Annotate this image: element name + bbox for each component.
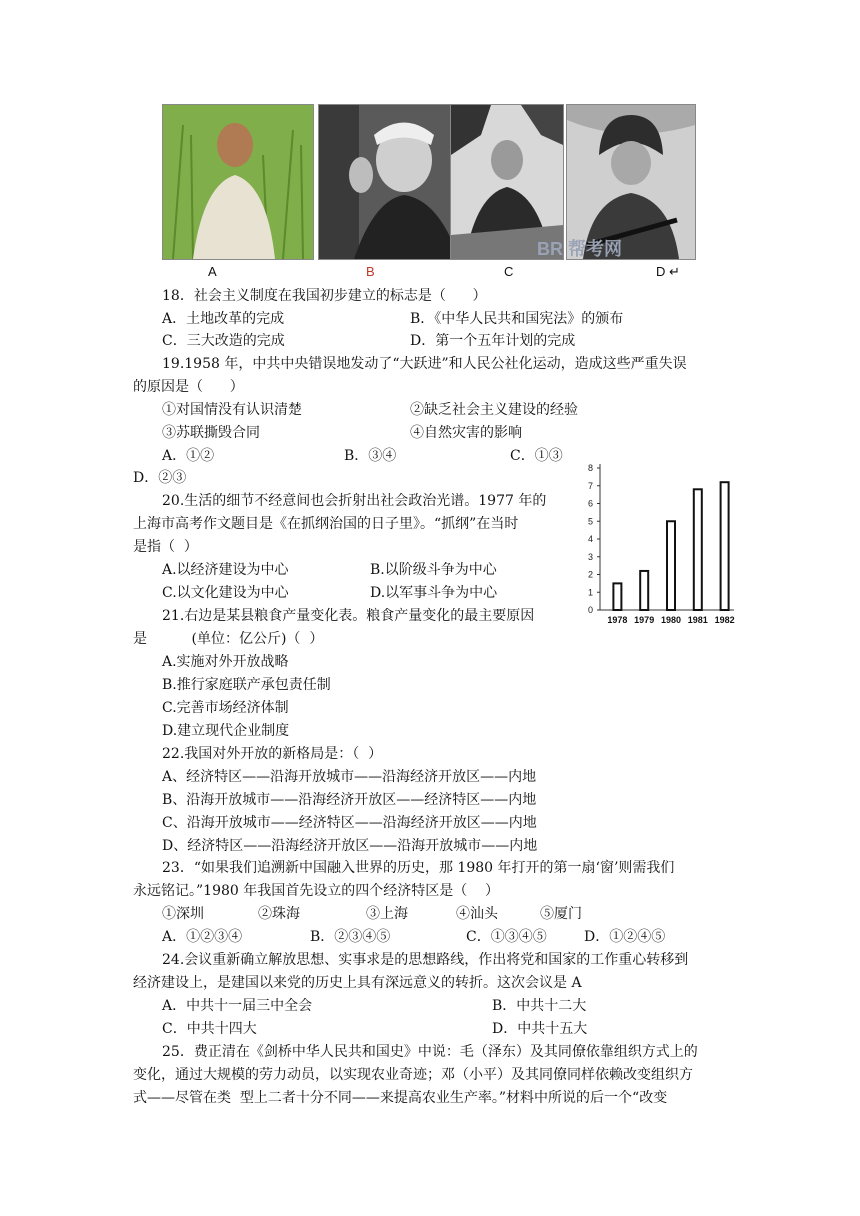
q21-option-a: A.实施对外开放战略 bbox=[162, 654, 289, 670]
y-tick-label: 8 bbox=[587, 463, 593, 473]
q18-option-d: D．第一个五年计划的完成 bbox=[410, 333, 576, 349]
q21-stem-line1: 21.右边是某县粮食产量变化表。粮食产量变化的最主要原因 bbox=[162, 608, 535, 624]
q21-option-c: C.完善市场经济体制 bbox=[162, 700, 289, 716]
q23-option-c: C．①③④⑤ bbox=[466, 929, 547, 945]
q25-stem-line1: 25．费正清在《剑桥中华人民共和国史》中说：毛（泽东）及其同僚依靠组织方式上的 bbox=[162, 1044, 698, 1060]
q24-option-c: C．中共十四大 bbox=[162, 1021, 257, 1037]
bar bbox=[694, 489, 702, 610]
photo-a-rice-field bbox=[162, 104, 314, 260]
q19-item-2: ②缺乏社会主义建设的经验 bbox=[410, 402, 578, 418]
q25-stem-line2: 变化，通过大规模的劳力动员，以实现农业奇迹；邓（小平）及其同僚同样依赖改变组织方 bbox=[133, 1067, 693, 1083]
x-tick-label: 1982 bbox=[714, 615, 735, 625]
q19-item-3: ③苏联撕毁合同 bbox=[162, 425, 260, 441]
q23-item-1: ①深圳 bbox=[162, 906, 204, 922]
q18-stem: 18．社会主义制度在我国初步建立的标志是（ ） bbox=[162, 288, 487, 304]
q24-option-d: D．中共十五大 bbox=[492, 1021, 588, 1037]
q18-option-c: C．三大改造的完成 bbox=[162, 333, 285, 349]
watermark-text: BR 帮考网 bbox=[537, 239, 622, 259]
q20-stem-line3: 是指（ ） bbox=[133, 539, 198, 555]
q20-option-b: B.以阶级斗争为中心 bbox=[370, 562, 497, 578]
q22-option-d: D、经济特区——沿海经济开放区——沿海开放城市——内地 bbox=[162, 838, 538, 854]
x-tick-label: 1979 bbox=[634, 615, 655, 625]
y-tick-label: 6 bbox=[587, 498, 593, 509]
x-tick-label: 1980 bbox=[660, 615, 682, 625]
q19-item-4: ④自然灾害的影响 bbox=[410, 425, 522, 441]
grain-output-bar-chart bbox=[578, 458, 738, 628]
q20-option-a: A.以经济建设为中心 bbox=[162, 562, 289, 578]
q19-option-a: A．①② bbox=[162, 448, 215, 464]
q18-option-a: A．土地改革的完成 bbox=[162, 311, 285, 327]
y-tick-label: 5 bbox=[587, 516, 593, 527]
photo-d-soldier bbox=[537, 104, 696, 260]
q19-stem-line2: 的原因是（ ） bbox=[133, 379, 244, 395]
q23-option-b: B．②③④⑤ bbox=[310, 929, 391, 945]
q23-item-4: ④汕头 bbox=[456, 906, 498, 922]
y-tick-label: 0 bbox=[587, 605, 593, 615]
q21-stem-line2: 是 (单位：亿公斤)（ ） bbox=[133, 631, 324, 647]
photo-label-b: B bbox=[366, 264, 375, 279]
bar bbox=[721, 482, 729, 610]
q24-stem-line2: 经济建设上，是建国以来党的历史上具有深远意义的转折。这次会议是 A bbox=[133, 975, 582, 991]
q22-option-c: C、沿海开放城市——经济特区——沿海经济开放区——内地 bbox=[162, 815, 537, 831]
q23-item-2: ②珠海 bbox=[258, 906, 300, 922]
q23-option-d: D．①②④⑤ bbox=[584, 929, 666, 945]
y-tick-label: 7 bbox=[587, 480, 593, 491]
q23-stem-line2: 永远铭记。”1980 年我国首先设立的四个经济特区是（ ） bbox=[133, 883, 500, 899]
q24-option-b: B．中共十二大 bbox=[492, 998, 587, 1014]
y-tick-label: 4 bbox=[587, 534, 593, 544]
photo-b-portrait bbox=[318, 104, 470, 260]
q25-stem-line3: 式——尽管在类 型上二者十分不同——来提高农业生产率。”材料中所说的后一个“改变 bbox=[133, 1090, 668, 1106]
bar bbox=[640, 571, 648, 610]
q23-item-5: ⑤厦门 bbox=[540, 906, 582, 922]
y-tick-label: 1 bbox=[587, 587, 593, 598]
q21-option-b: B.推行家庭联产承包责任制 bbox=[162, 677, 331, 693]
q23-stem-line1: 23．“如果我们追溯新中国融入世界的历史，那 1980 年打开的第一扇‘窗’则需我们 bbox=[162, 860, 675, 876]
bar bbox=[613, 583, 621, 610]
y-tick-label: 2 bbox=[587, 569, 593, 580]
q20-option-d: D.以军事斗争为中心 bbox=[370, 585, 498, 601]
q24-stem-line1: 24.会议重新确立解放思想、实事求是的思想路线，作出将党和国家的工作重心转移到 bbox=[162, 952, 689, 968]
q19-option-c: C．①③ bbox=[510, 448, 563, 464]
q23-item-3: ③上海 bbox=[366, 906, 408, 922]
q19-option-b: B．③④ bbox=[344, 448, 397, 464]
q19-stem-line1: 19.1958 年，中共中央错误地发动了“大跃进”和人民公社化运动，造成这些严重失误 bbox=[162, 356, 687, 372]
q20-option-c: C.以文化建设为中心 bbox=[162, 585, 289, 601]
x-tick-label: 1981 bbox=[687, 615, 708, 625]
photo-label-c: C bbox=[504, 264, 514, 279]
q19-item-1: ①对国情没有认识清楚 bbox=[162, 402, 302, 418]
bar bbox=[667, 521, 675, 610]
q18-option-b: B．《中华人民共和国宪法》的颁布 bbox=[410, 311, 624, 327]
x-tick-label: 1978 bbox=[607, 615, 628, 625]
photo-label-d: D ↵ bbox=[656, 264, 680, 279]
q21-option-d: D.建立现代企业制度 bbox=[162, 723, 290, 739]
q19-option-d: D．②③ bbox=[133, 470, 187, 486]
portrait-photos bbox=[162, 104, 696, 279]
photo-c-portrait bbox=[450, 104, 564, 260]
q20-stem-line2: 上海市高考作文题目是《在抓纲治国的日子里》。“抓纲”在当时 bbox=[133, 516, 519, 532]
q20-stem-line1: 20.生活的细节不经意间也会折射出社会政治光谱。1977 年的 bbox=[162, 493, 547, 509]
q22-stem: 22.我国对外开放的新格局是：（ ） bbox=[162, 746, 383, 762]
q23-option-a: A．①②③④ bbox=[162, 929, 243, 945]
q22-option-a: A、经济特区——沿海开放城市——沿海经济开放区——内地 bbox=[162, 769, 537, 785]
q22-option-b: B、沿海开放城市——沿海经济开放区——经济特区——内地 bbox=[162, 792, 537, 808]
y-tick-label: 3 bbox=[587, 551, 593, 562]
q24-option-a: A．中共十一届三中全会 bbox=[162, 998, 313, 1014]
photo-label-a: A bbox=[208, 264, 217, 279]
